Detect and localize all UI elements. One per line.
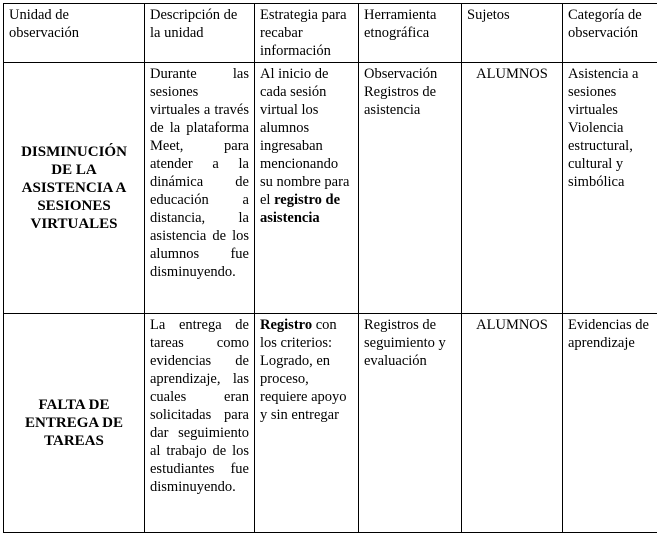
table-row (4, 63, 657, 314)
header-cell-tool: Herramienta etnográfica (359, 4, 462, 63)
header-cell-description: Descripción de la unidad (145, 4, 255, 63)
strategy-text: Al inicio de cada sesión virtual los alumnos ingresaban mencionando su nombre para el (260, 66, 350, 208)
tool-cell: Registros de seguimiento y evaluación (359, 314, 462, 533)
category-cell: Asistencia a sesiones virtuales Violencia estructural, cultural y simbólica (563, 63, 657, 314)
description-cell: Durante las sesiones virtuales a través de la plataforma Meet, para atender a la dinámica de educación a distancia, la asistencia de los alumnos fue disminuyendo. (145, 63, 255, 314)
observation-table (3, 3, 657, 533)
unit-cell: FALTA DE ENTREGA DE TAREAS (4, 314, 145, 533)
subjects-cell: ALUMNOS (462, 63, 563, 314)
unit-cell: DISMINUCIÓN DE LA ASISTENCIA A SESIONES VIRTUALES (4, 63, 145, 314)
strategy-cell (255, 314, 359, 533)
strategy-cell (255, 63, 359, 314)
subjects-cell: ALUMNOS (462, 314, 563, 533)
table-row (4, 314, 657, 533)
tool-cell: Observación Registros de asistencia (359, 63, 462, 314)
header-row (4, 4, 657, 63)
strategy-text-after: con los criterios: Logrado, en proceso, requiere apoyo y sin entregar (260, 317, 347, 423)
description-cell: La entrega de tareas como evidencias de aprendizaje, las cuales eran solicitadas para dar seguimiento al trabajo de los estudiantes fue disminuyendo. (145, 314, 255, 533)
header-cell-category: Categoría de observación (563, 4, 657, 63)
strategy-bold-text: registro de asistencia (260, 192, 341, 226)
category-cell: Evidencias de aprendizaje (563, 314, 657, 533)
header-cell-unit: Unidad de observación (4, 4, 145, 63)
header-cell-subjects: Sujetos (462, 4, 563, 63)
header-cell-strategy: Estrategia para recabar información (255, 4, 359, 63)
strategy-bold-text: Registro (260, 317, 313, 333)
